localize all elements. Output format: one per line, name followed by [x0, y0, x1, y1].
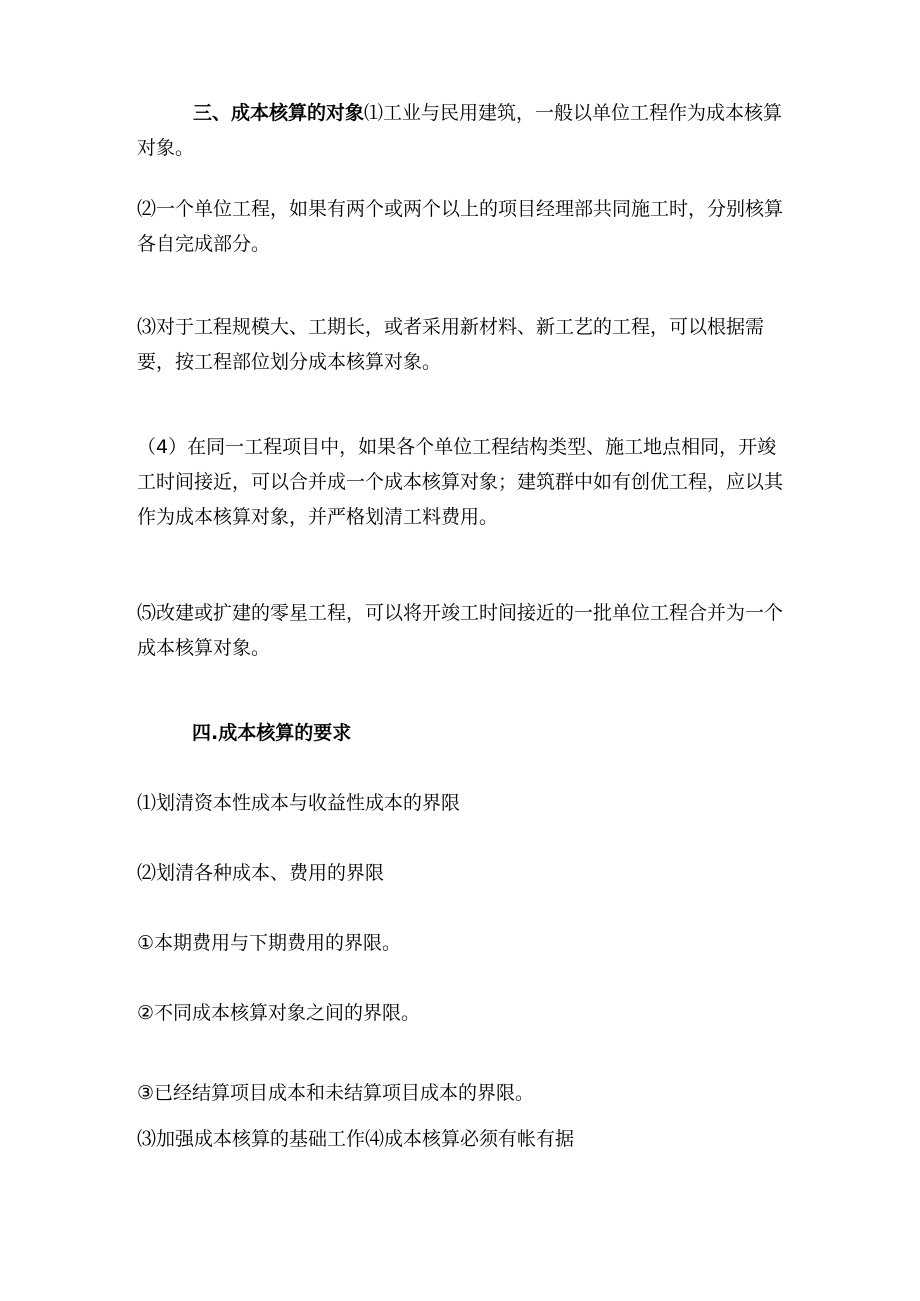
- section3-item2-paragraph: ⑵一个单位工程，如果有两个或两个以上的项目经理部共同施工时，分别核算各自完成部分。: [137, 198, 784, 255]
- section3-item5-paragraph: ⑸改建或扩建的零星工程，可以将开竣工时间接近的一批单位工程合并为一个成本核算对象。: [137, 602, 784, 659]
- section4-requirement-1: ⑴划清资本性成本与收益性成本的界限: [137, 792, 461, 814]
- section3-item1-paragraph: [137, 96, 787, 166]
- section3-item3-paragraph: ⑶对于工程规模大、工期长，或者采用新材料、新工艺的工程，可以根据需要，按工程部位划分成本核算对象。: [137, 316, 765, 373]
- section4-heading: 四.成本核算的要求: [192, 722, 352, 744]
- section4-subitem-1: ①本期费用与下期费用的界限。: [137, 932, 402, 954]
- section4-subitem-2: ②不同成本核算对象之间的界限。: [137, 1002, 421, 1024]
- section4-requirement-3-4: ⑶加强成本核算的基础工作⑷成本核算必须有帐有据: [137, 1128, 575, 1150]
- section4-subitem-3: ③已经结算项目成本和未结算项目成本的界限。: [137, 1082, 535, 1104]
- section3-item4-paragraph: （4）在同一工程项目中，如果各个单位工程结构类型、施工地点相同，开竣工时间接近，可以合并成一个成本核算对象；建筑群中如有创优工程，应以其作为成本核算对象，并严格划清工料费用。: [137, 436, 784, 528]
- section4-requirement-2: ⑵划清各种成本、费用的界限: [137, 862, 385, 884]
- section3-heading: 三、成本核算的对象: [193, 102, 365, 124]
- section3-item1-text: ⑴工业与民用建筑，一般以单位工程作为成本核算对象。: [137, 102, 783, 159]
